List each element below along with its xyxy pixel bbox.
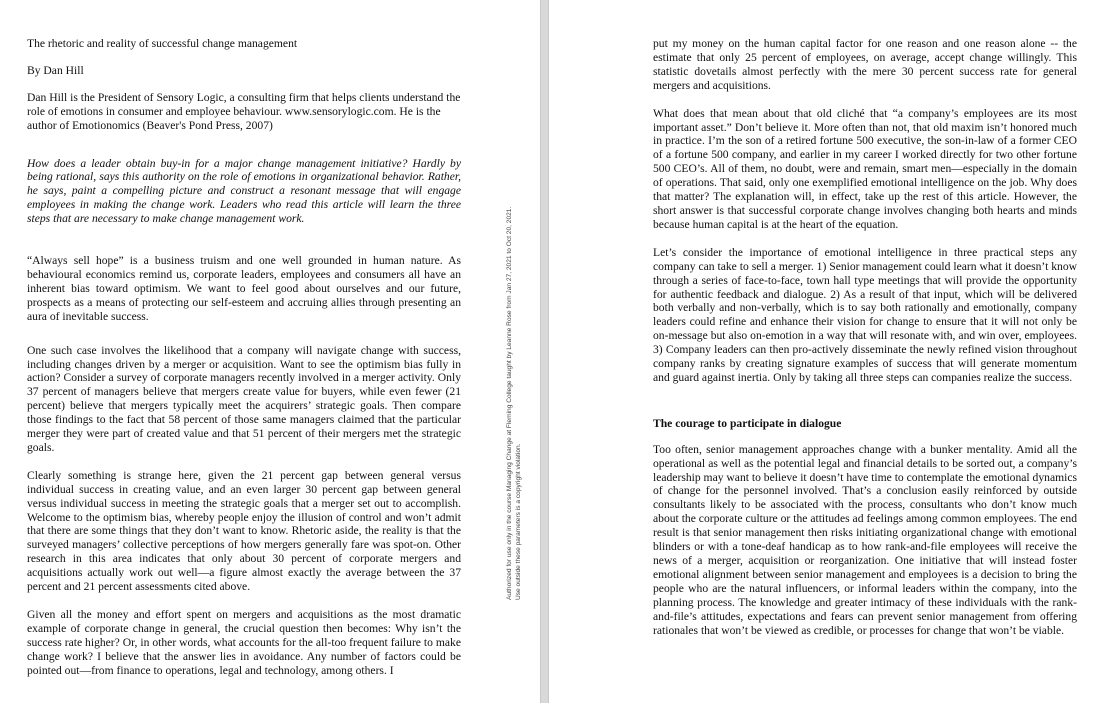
body-paragraph: Let’s consider the importance of emotional intelligence in three practical steps any company can take to sell a merger. 1) Senior management could learn what it doesn’t know through a series of face-to-face, town hall type meetings that will provide the opportunity for authentic feedback and dialogue. 2) As a result of that input, which will be delivered both verbally and non-verbally, which is to say both rationally and emotionally, company leaders could refine and enhance their vision for change to ensure that it will not only be on-message but also on-emotion in a way that will resonate with, and win over, employees. 3) Company leaders can then pro-actively disseminate the newly refined vision throughout company ranks by creating signature examples of success that will generate momentum and guard against inertia. Only by taking all three steps can companies realize the success. bbox=[653, 245, 1077, 384]
body-paragraph: put my money on the human capital factor for one reason and one reason alone -- the estimate that only 25 percent of employees, on average, accept change willingly. This statistic dovetails almost perfectly with the mere 30 percent success rate for general mergers and acquisitions. bbox=[653, 37, 1077, 92]
right-column bbox=[653, 37, 1077, 651]
blank-line bbox=[27, 143, 461, 157]
article-byline: By Dan Hill bbox=[27, 63, 84, 77]
body-paragraph: One such case involves the likelihood that a company will navigate change with success, including changes driven by a merger or acquisition. Want to see the optimism bias fully in action? Consider a survey of corporate managers recently involved in a merger activity. Only 37 percent of managers believe that mergers create value for buyers, while even fewer (21 percent) believe that mergers typically meet the acquirers’ strategic goals. Then compare those findings to the fact that 58 percent of those same managers claimed that the particular merger they were part of created value and that 51 percent of their mergers met the strategic goals. bbox=[27, 343, 461, 454]
watermark-line: Use outside these parameters is a copyright violation. bbox=[515, 443, 522, 600]
section-heading: The courage to participate in dialogue bbox=[653, 416, 842, 430]
body-paragraph: Clearly something is strange here, given the 21 percent gap between general versus individual success in creating value, and an even larger 30 percent gap between general versus individual success in meeting the strategic goals that a merger set out to accomplish. Welcome to the optimism bias, whereby people enjoy the illusion of control and won’t admit that there are some things that they don’t want to know. Rhetoric aside, the reality is that the surveyed managers’ collective perceptions of how mergers generally fare was spot-on. Other research in this area indicates that only about 30 percent of corporate mergers and acquisitions actually work out well—a figure almost exactly the average between the 37 percent and 21 percent assessments cited above. bbox=[27, 468, 461, 594]
author-bio: Dan Hill is the President of Sensory Logic, a consulting firm that helps clients understand the role of emotions in consumer and employee behaviour. www.sensorylogic.com. He is the author of Emotionomics (Beaver's Pond Press, 2007) bbox=[27, 90, 461, 132]
watermark-line: Authorized for use only in the course Managing Change at Fleming College taught by Leanne Rose from Jan 27, 2021 to Oct 20, 2021. bbox=[506, 206, 513, 600]
document-page-left bbox=[0, 0, 540, 703]
body-paragraph: Given all the money and effort spent on mergers and acquisitions as the most dramatic example of corporate change in general, the crucial question then becomes: Why isn’t the success rate higher? Or, in other words, what accounts for the all-too frequent failure to make change work? I believe that the answer lies in avoidance. Any number of factors could be pointed out—from finance to operations, legal and technology, among others. I bbox=[27, 608, 461, 677]
document-page-right bbox=[549, 0, 1107, 703]
article-title: The rhetoric and reality of successful change management bbox=[27, 37, 298, 50]
page-gutter bbox=[540, 0, 549, 703]
copyright-watermark bbox=[505, 100, 523, 600]
blank-line bbox=[27, 240, 461, 254]
body-paragraph: “Always sell hope” is a business truism and one well grounded in human nature. As behavioural economics remind us, corporate leaders, employees and consumers all have an inherent bias toward optimism. We want to feel good about ourselves and our future, prospects as a means of protecting our self-esteem and accruing allies through presenting an aura of inevitable success. bbox=[27, 254, 461, 323]
left-column bbox=[27, 37, 461, 692]
blank-line bbox=[653, 399, 1077, 413]
body-paragraph: What does that mean about that old cliché that “a company’s employees are its most important asset.” Don’t believe it. More often than not, that old maxim isn’t honored much in practice. I’m the son of a retired fortune 500 executive, the son-in-law of a former CEO of a fortune 500 company, and earlier in my career I worked directly for two other fortune 500 CEO’s. All of them, no doubt, were and remain, smart men—especially in the domain of operations. That said, only one exemplified emotional intelligence on the job. Why does that matter? The explanation will, in effect, take up the rest of this article. However, the short answer is that successful corporate change involves changing both hearts and minds because human capital is at the heart of the equation. bbox=[653, 106, 1077, 231]
body-paragraph: Too often, senior management approaches change with a bunker mentality. Amid all the operational as well as the potential legal and financial details to be sorted out, a company’s leadership may want to believe it doesn’t have time to contemplate the emotional dynamics of change for the personnel involved. That’s a conclusion easily reinforced by outside consultants likely to be associated with the process, consultants who don’t know much about the corporate culture or the attitudes ad feelings among common employees. The end result is that senior management then risks initiating organizational change with emotional blinders or with a tone-deaf handicap as to how rank-and-file employees will receive the news of a merger, acquisition or reorganization. One initiative that will instead foster emotional alignment between senior management and employees is a decision to bring the people who are the natural influencers, or informal leaders within the company, into the planning process. The knowledge and greater intimacy of these individuals with the rank-and-file’s attitudes, expectations and fears can prevent senior management from offering rationales that won’t be viewed as credible, or processes for change that won’t be viable. bbox=[653, 442, 1077, 637]
article-abstract: How does a leader obtain buy-in for a major change management initiative? Hardly by being rational, says this authority on the role of emotions in organizational behavior. Rather, he says, paint a compelling picture and construct a resonant message that will engage employees in making the change work. Leaders who read this article will learn the three steps that are necessary to make change management work. bbox=[27, 156, 461, 226]
